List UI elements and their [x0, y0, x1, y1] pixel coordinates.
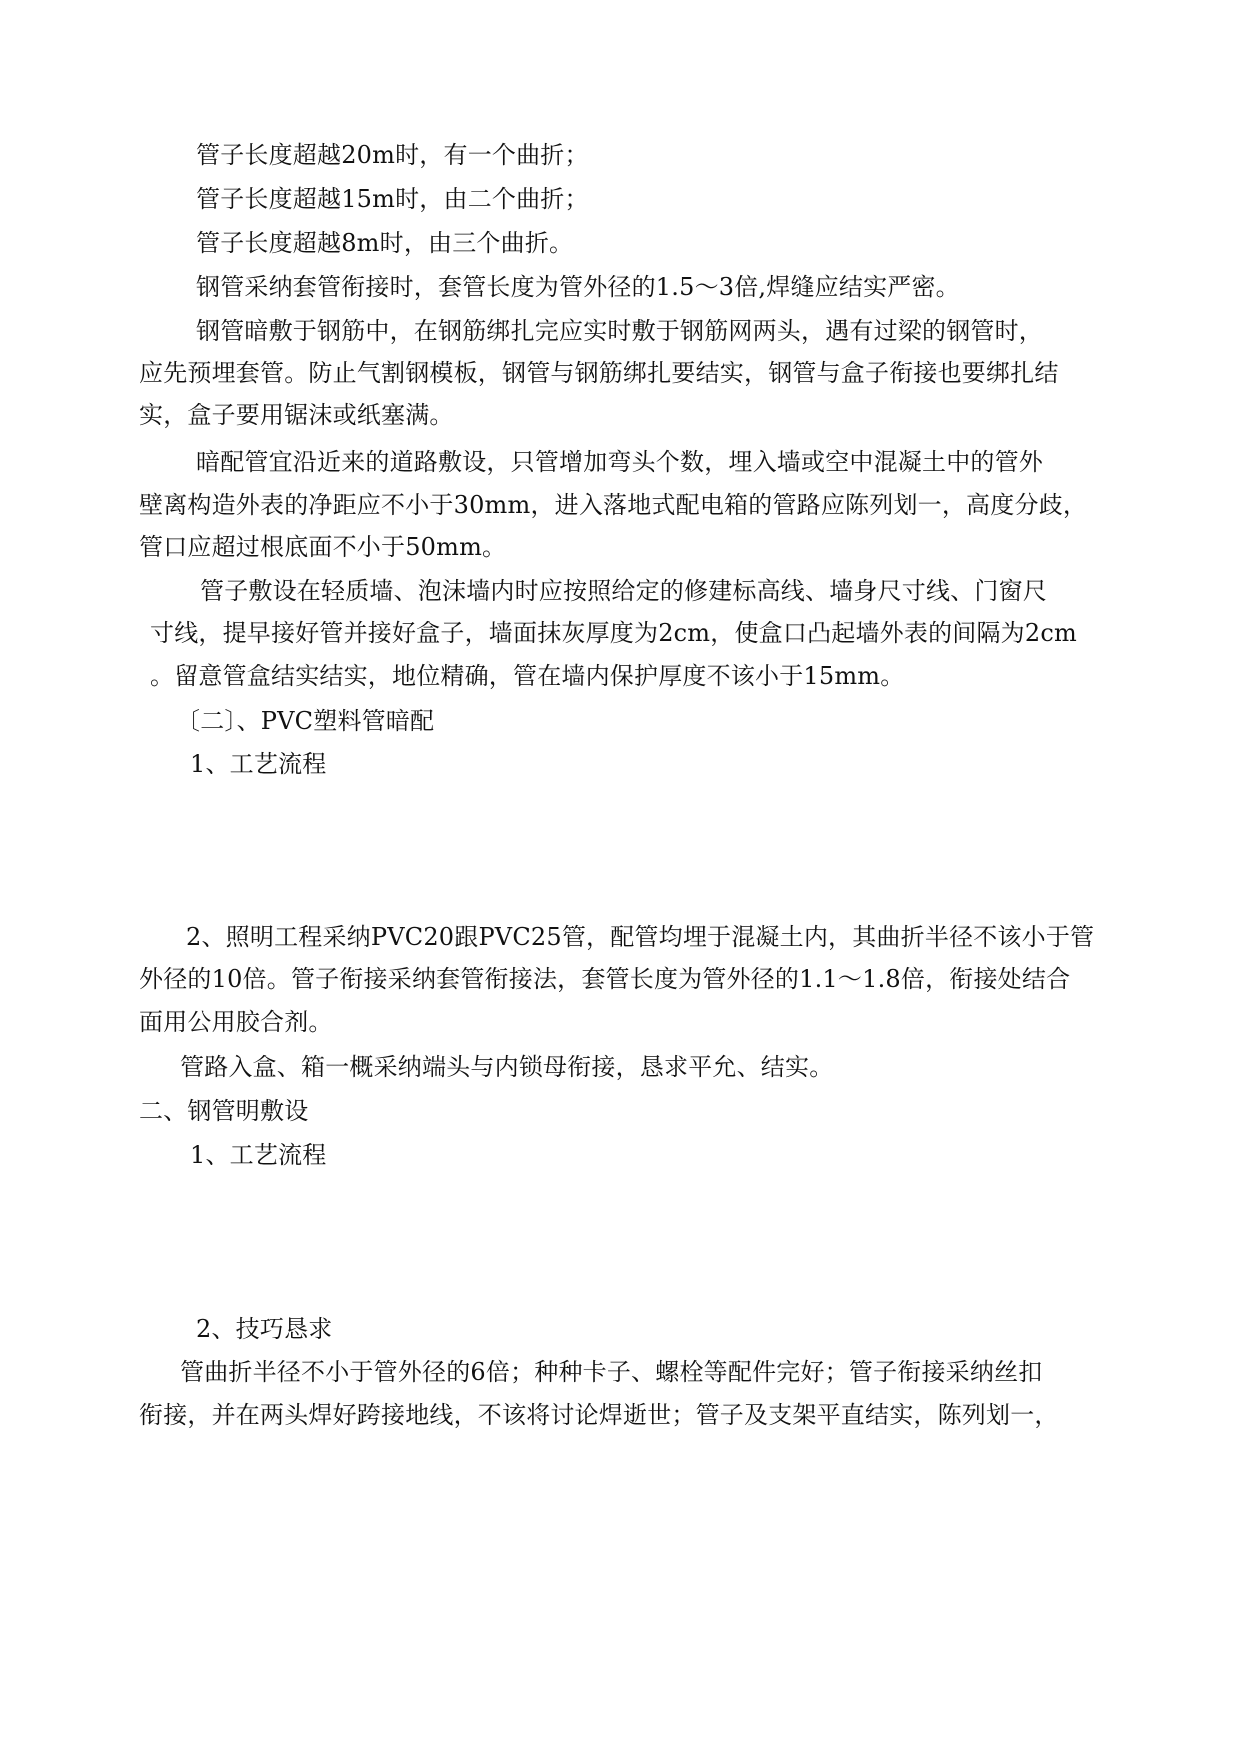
text-line-8: 暗配管宜沿近来的道路敷设，只管增加弯头个数，埋入墙或空中混凝土中的管外 [196, 448, 1043, 476]
text-line-19: 管路入盒、箱一概采纳端头与内锁母衔接，恳求平允、结实。 [180, 1053, 834, 1081]
text-line-11: 管子敷设在轻质墙、泡沫墙内时应按照给定的修建标高线、墙身尺寸线、门窗尺 [200, 577, 1047, 605]
text-line-7: 实，盒子要用锯沫或纸塞满。 [139, 401, 454, 429]
text-line-23: 管曲折半径不小于管外径的6倍；种种卡子、螺栓等配件完好；管子衔接采纳丝扣 [180, 1358, 1043, 1386]
text-line-17: 外径的10倍。管子衔接采纳套管衔接法，套管长度为管外径的1.1～1.8倍，衔接处结合 [139, 965, 1071, 993]
text-line-9: 壁离构造外表的净距应不小于30mm，进入落地式配电箱的管路应陈列划一，高度分歧， [139, 491, 1088, 519]
text-line-18: 面用公用胶合剂。 [139, 1008, 333, 1036]
text-line-16: 2、照明工程采纳PVC20跟PVC25管，配管均埋于混凝土内，其曲折半径不该小于管 [186, 923, 1095, 951]
subheading-requirements: 2、技巧恳求 [196, 1315, 333, 1343]
section-heading-steel-pipe: 二、钢管明敷设 [139, 1097, 309, 1125]
subheading-process-2: 1、工艺流程 [190, 1141, 327, 1169]
section-heading-pvc: 〔二〕、PVC塑料管暗配 [176, 707, 435, 735]
text-line-4: 钢管采纳套管衔接时，套管长度为管外径的1.5～3倍,焊缝应结实严密。 [196, 273, 960, 301]
text-line-10: 管口应超过根底面不小于50mm。 [139, 533, 507, 561]
text-line-13: 。留意管盒结实结实，地位精确，管在墙内保护厚度不该小于15mm。 [150, 662, 905, 690]
text-line-1: 管子长度超越20m时，有一个曲折； [196, 141, 589, 169]
text-line-6: 应先预埋套管。防止气割钢模板，钢管与钢筋绑扎要结实，钢管与盒子衔接也要绑扎结 [139, 359, 1059, 387]
text-line-2: 管子长度超越15m时，由二个曲折； [196, 185, 589, 213]
text-line-24: 衔接，并在两头焊好跨接地线，不该将讨论焊逝世；管子及支架平直结实，陈列划一， [139, 1401, 1059, 1429]
subheading-process-1: 1、工艺流程 [190, 750, 327, 778]
text-line-12: 寸线，提早接好管并接好盒子，墙面抹灰厚度为2cm，使盒口凸起墙外表的间隔为2cm [150, 619, 1077, 647]
text-line-3: 管子长度超越8m时，由三个曲折。 [196, 229, 574, 257]
text-line-5: 钢管暗敷于钢筋中，在钢筋绑扎完应实时敷于钢筋网两头，遇有过梁的钢管时， [196, 317, 1043, 345]
